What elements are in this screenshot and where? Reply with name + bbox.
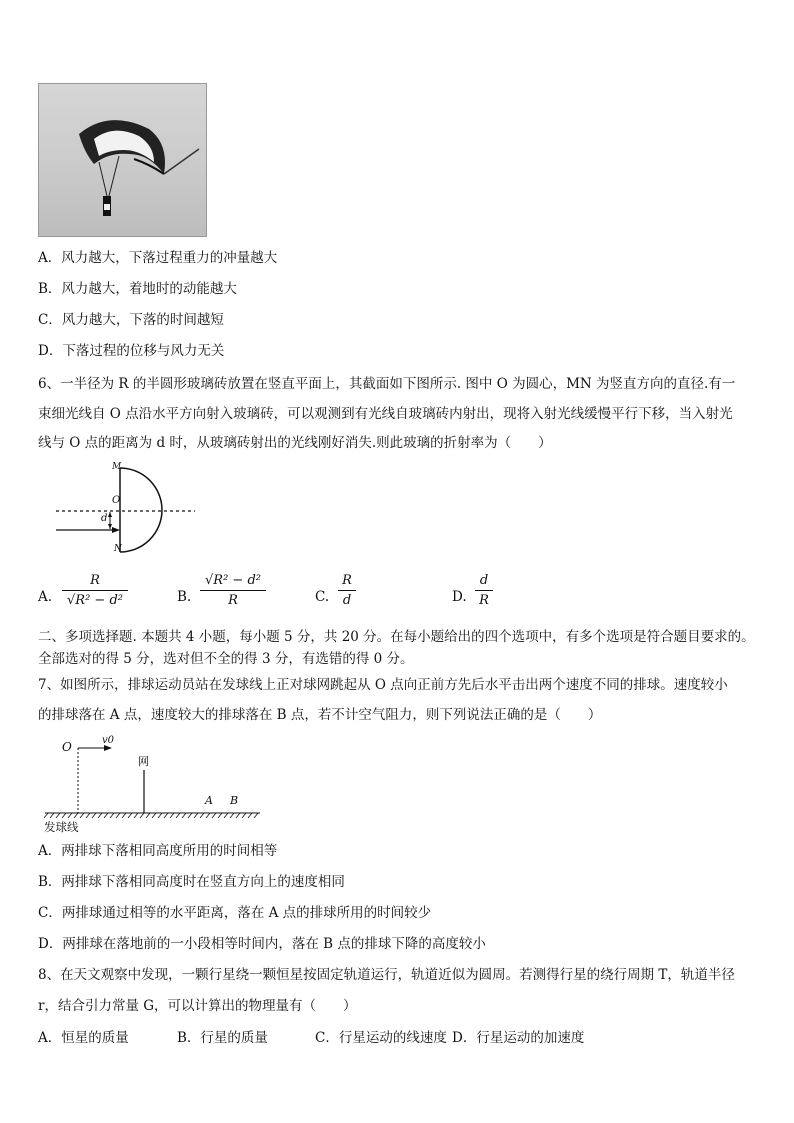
q6-label-n: N — [114, 544, 122, 554]
section2-line-2: 全部选对的得 5 分，选对但不全的得 3 分，有选错的得 0 分。 — [38, 651, 414, 667]
q6-option-b-denominator: R — [228, 593, 238, 608]
parachute-photo — [38, 83, 207, 237]
q7-figure — [40, 735, 265, 835]
q6-option-a-fraction — [62, 573, 128, 608]
q6-option-a-numerator: R — [90, 573, 100, 588]
q6-option-c-denominator: d — [342, 593, 352, 608]
q7-label-b: B — [230, 794, 239, 807]
q8-option-a: A．恒星的质量 — [38, 1030, 129, 1046]
q6-option-a-label: A. — [38, 589, 53, 605]
q8-option-b: B．行星的质量 — [177, 1030, 268, 1046]
q7-text-line-1: 7、如图所示，排球运动员站在发球线上正对球网跳起从 O 点向正前方先后水平击出两个速度不同的排球。速度较小 — [38, 677, 728, 693]
q5-option-d: D．下落过程的位移与风力无关 — [38, 343, 225, 359]
q7-option-d: D．两排球在落地前的一小段相等时间内，落在 B 点的排球下降的高度较小 — [38, 936, 486, 952]
q6-option-a-denominator: √R² − d² — [67, 593, 123, 608]
q7-option-c: C．两排球通过相等的水平距离，落在 A 点的排球所用的时间较少 — [38, 905, 432, 921]
q6-option-d-numerator: d — [479, 573, 489, 588]
q6-option-c-label: C. — [315, 589, 330, 605]
q6-text-line-2: 束细光线自 O 点沿水平方向射入玻璃砖，可以观测到有光线自玻璃砖内射出，现将入射光线缓慢平行下移，当入射光 — [38, 406, 733, 422]
q6-option-c-numerator: R — [342, 573, 352, 588]
q5-option-a: A．风力越大，下落过程重力的冲量越大 — [38, 250, 278, 266]
q6-option-b-numerator: √R² − d² — [205, 573, 261, 588]
q7-label-a: A — [205, 794, 213, 807]
q6-option-d-label: D. — [452, 589, 467, 605]
ground-hatch — [44, 813, 258, 818]
q8-option-d: D．行星运动的加速度 — [452, 1030, 585, 1046]
q7-option-a: A．两排球下落相同高度所用的时间相等 — [38, 843, 278, 859]
q6-text-line-3: 线与 O 点的距离为 d 时，从玻璃砖射出的光线刚好消失.则此玻璃的折射率为（ ） — [38, 435, 552, 451]
q7-option-b: B．两排球下落相同高度时在竖直方向上的速度相同 — [38, 874, 345, 890]
q8-text-line-1: 8、在天文观察中发现，一颗行星绕一颗恒星按固定轨道运行，轨道近似为圆周。若测得行星的绕行周期 T，轨道半径 — [38, 967, 735, 983]
parachute-illustration — [39, 84, 206, 236]
q7-text-line-2: 的排球落在 A 点，速度较大的排球落在 B 点，若不计空气阻力，则下列说法正确的是（ ） — [38, 707, 602, 723]
q7-label-o: O — [62, 740, 72, 754]
q6-option-c-fraction — [338, 573, 356, 608]
q6-label-d: d — [101, 513, 108, 524]
q8-text-line-2: r，结合引力常量 G，可以计算出的物理量有（ ） — [38, 998, 357, 1014]
section2-line-1: 二、多项选择题. 本题共 4 小题，每小题 5 分，共 20 分。在每小题给出的四个选项中，有多个选项是符合题目要求的。 — [38, 629, 755, 645]
q6-option-b-fraction — [200, 573, 266, 608]
q8-option-c: C．行星运动的线速度 — [315, 1030, 447, 1046]
q6-figure — [50, 462, 200, 557]
q6-option-b-label: B. — [177, 589, 192, 605]
q5-option-b: B．风力越大，着地时的动能越大 — [38, 281, 237, 297]
q6-label-o: O — [112, 495, 121, 506]
q6-label-m: M — [112, 462, 122, 472]
q7-label-v0: v0 — [102, 735, 115, 746]
q5-option-c: C．风力越大，下落的时间越短 — [38, 312, 224, 328]
q6-option-d-denominator: R — [479, 593, 489, 608]
q7-label-net: 网 — [138, 755, 149, 768]
q7-label-serve-line: 发球线 — [44, 820, 79, 834]
q6-text-line-1: 6、一半径为 R 的半圆形玻璃砖放置在竖直平面上，其截面如下图所示. 图中 O 为圆心，MN 为竖直方向的直径.有一 — [38, 376, 736, 392]
q6-option-d-fraction — [475, 573, 493, 608]
